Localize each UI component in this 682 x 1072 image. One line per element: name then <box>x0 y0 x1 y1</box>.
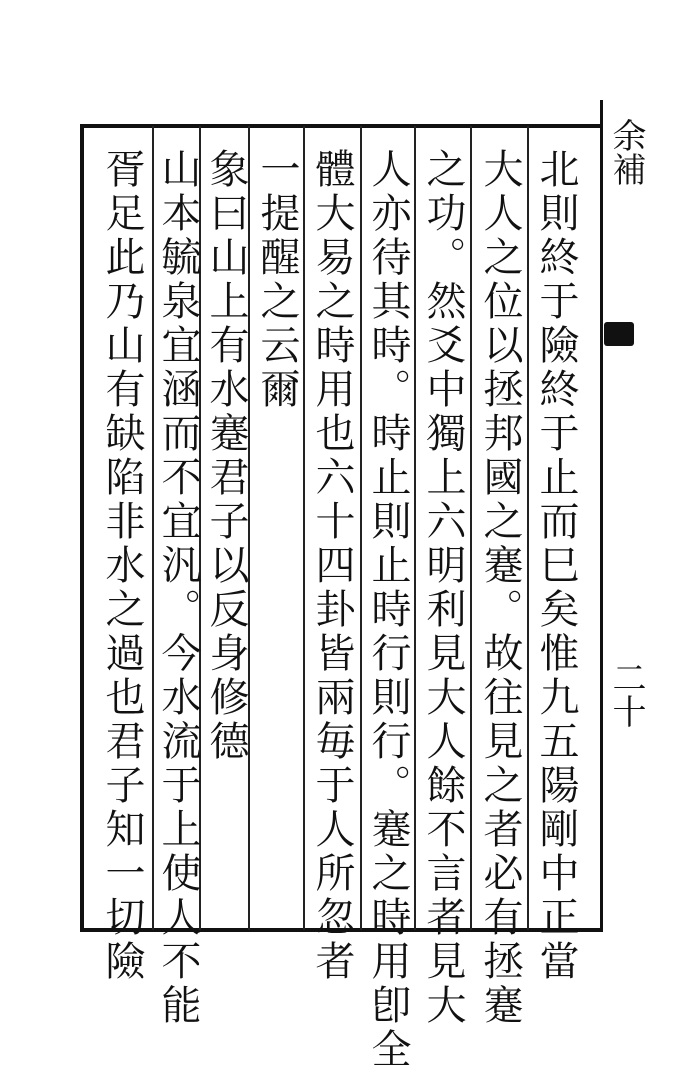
column-rule <box>360 126 362 930</box>
text-column-4: 人亦待其時。時止則止時行則行。蹇之時用卽全 <box>365 148 411 1072</box>
text-column-7: 象曰山上有水蹇君子以反身修德 <box>203 148 249 764</box>
column-rule <box>414 126 416 930</box>
text-column-5: 體大易之時用也六十四卦皆兩毎于人所忽者 <box>309 148 355 984</box>
text-column-2: 大人之位以拯邦國之蹇。故往見之者必有拯蹇 <box>477 148 523 1028</box>
text-column-1: 北則終于險終于止而巳矣惟九五陽剛中正當 <box>533 148 579 984</box>
margin-folio: 二十 <box>606 660 646 728</box>
text-column-9: 胥足此乃山有缺陷非水之過也君子知一切險 <box>99 148 145 984</box>
text-column-8: 山本毓泉宜涵而不宜汎。今水流于上使人不能 <box>155 148 201 1028</box>
column-rule <box>303 126 305 930</box>
column-rule <box>470 126 472 930</box>
text-column-6: 一提醒之云爾 <box>254 148 300 412</box>
margin-book-title: 余補 <box>606 118 646 186</box>
page-fold-line <box>600 100 603 932</box>
fishtail-mark <box>604 322 634 346</box>
column-rule <box>527 126 529 930</box>
text-column-3: 之功。然爻中獨上六明利見大人餘不言者見大 <box>420 148 466 1028</box>
